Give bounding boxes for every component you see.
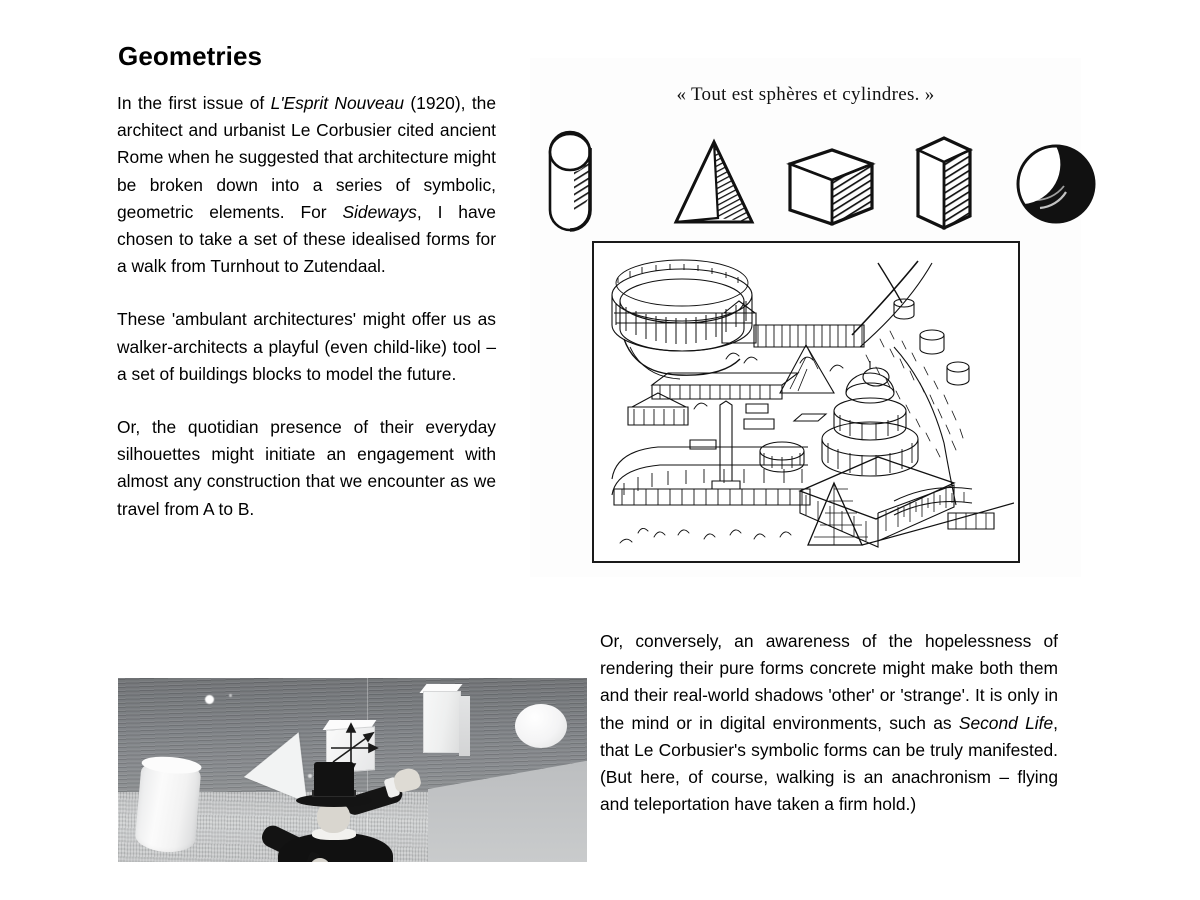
run-text: , I have chosen to take a set of these idealised forms for a walk from Turnhout to Zutendaal. xyxy=(117,201,496,277)
run-text: , that Le Corbusier's symbolic forms can be truly manifested. (But here, of course, walking is an anachronism – flying and teleportation have taken a firm hold.) xyxy=(600,712,1058,815)
light-glow xyxy=(205,695,214,704)
left-text-column xyxy=(117,90,496,523)
run-italic-lesprit-nouveau: L'Esprit Nouveau xyxy=(270,93,405,113)
cylinder-shape-icon xyxy=(540,130,608,234)
run-text: Or, the quotidian presence of their everyday silhouettes might initiate an engagement with almost any construction that we encounter as we travel from A to B. xyxy=(117,417,496,519)
rectangular-prism-shape-icon xyxy=(908,130,980,234)
run-text: In the first issue of xyxy=(117,93,271,113)
engraving-figure xyxy=(530,58,1081,577)
pyramid-shape-icon xyxy=(666,130,762,234)
prim-sphere xyxy=(515,704,567,748)
particle-dot xyxy=(229,694,232,697)
prim-box xyxy=(423,691,461,753)
figure-caption: « Tout est sphères et cylindres. » xyxy=(676,84,935,105)
sphere-shape-icon xyxy=(1010,130,1102,234)
ancient-rome-engraving xyxy=(592,241,1020,563)
run-italic-sideways: Sideways xyxy=(342,201,417,222)
run-text: (1920), the architect and urbanist Le Corbusier cited ancient Rome when he suggested that architecture might be broken down into a series of symbolic, geometric elements. For xyxy=(117,93,497,222)
page-title: Geometries xyxy=(118,41,263,72)
paragraph-1 xyxy=(117,90,496,280)
paragraph-3 xyxy=(117,414,496,523)
avatar-top-hat-crown xyxy=(314,762,354,796)
prim-box-side-face xyxy=(459,696,470,756)
run-text: These 'ambulant architectures' might offer us as walker-architects a playful (even child-like) tool – a set of buildings blocks to model the future. xyxy=(117,309,496,384)
paragraph-4 xyxy=(600,628,1058,818)
right-text-column xyxy=(600,628,1058,818)
cube-shape-icon xyxy=(780,130,880,234)
run-text: Or, conversely, an awareness of the hopelessness of rendering their pure forms concrete might make both them and their real-world shadows 'other' or 'strange'. It is only in the mind or in digital environments, such as xyxy=(600,631,1058,733)
prim-cylinder xyxy=(134,758,202,855)
geometric-shapes-row xyxy=(530,130,1081,240)
run-italic-second-life: Second Life xyxy=(958,712,1054,733)
second-life-screenshot xyxy=(118,678,587,862)
paragraph-2 xyxy=(117,306,496,388)
